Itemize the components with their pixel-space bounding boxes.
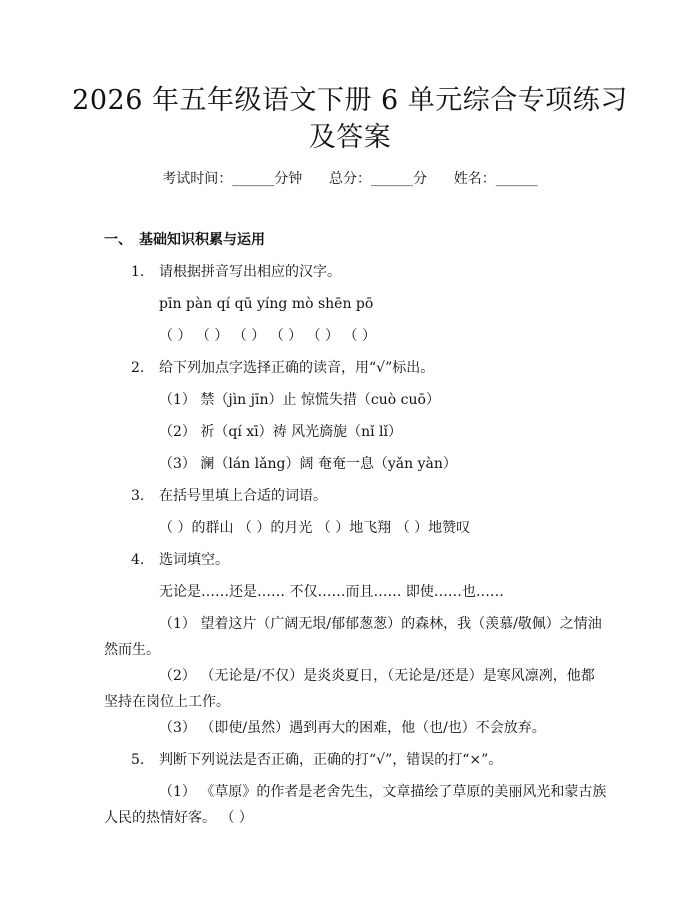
sub-item: （2） 祈（qí xī）祷 风光旖旎（nǐ lǐ） — [159, 424, 402, 440]
word-options: 无论是……还是…… 不仅……而且…… 即使……也…… — [159, 584, 504, 600]
question-text: 请根据拼音写出相应的汉字。 — [159, 264, 341, 280]
question-number: 5. — [131, 752, 145, 768]
question-number: 2. — [131, 360, 145, 376]
question-number: 4. — [131, 552, 145, 568]
sub-item-continued: 然而生。 — [104, 642, 160, 658]
sub-item: （1） 《草原》的作者是老舍先生，文章描绘了草原的美丽风光和蒙古族 — [159, 784, 607, 800]
sub-item: （2） （无论是/不仅）是炎炎夏日，（无论是/还是）是寒风凛冽，他都 — [159, 668, 595, 684]
pinyin-line: pīn pàn qí qū yíng mò shēn pō — [159, 296, 374, 312]
question-text: 选词填空。 — [159, 552, 229, 568]
sub-item-continued: 人民的热情好客。 （ ） — [104, 810, 253, 826]
document-title-line-1: 2026 年五年级语文下册 6 单元综合专项练习 — [72, 85, 628, 116]
sub-item-continued: 坚持在岗位上工作。 — [104, 694, 230, 710]
document-title-line-2: 及答案 — [308, 122, 392, 153]
question-text: 判断下列说法是否正确，正确的打“√”，错误的打“×”。 — [159, 752, 503, 768]
question-number: 1. — [131, 264, 145, 280]
question-text: 给下列加点字选择正确的读音，用“√”标出。 — [159, 360, 435, 376]
exam-meta-line: 考试时间：______分钟 总分：______分 姓名：______ — [162, 171, 538, 187]
sub-item: （1） 禁（jìn jīn）止 惊慌失措（cuò cuō） — [159, 392, 440, 408]
question-number: 3. — [131, 488, 145, 504]
answer-blanks: （ ） （ ） （ ） （ ） （ ） （ ） — [159, 328, 376, 344]
answer-blanks: （ ）的群山 （ ）的月光 （ ）地飞翔 （ ）地赞叹 — [159, 520, 471, 536]
sub-item: （3） 澜（lán lǎng）阔 奄奄一息（yǎn yàn） — [159, 456, 457, 472]
section-title: 基础知识积累与运用 — [139, 232, 265, 248]
sub-item: （3） （即使/虽然）遇到再大的困难，他（也/也）不会放弃。 — [159, 720, 546, 736]
section-number: 一、 — [104, 232, 132, 248]
sub-item: （1） 望着这片（广阔无垠/郁郁葱葱）的森林，我（羡慕/敬佩）之情油 — [159, 616, 602, 632]
question-text: 在括号里填上合适的词语。 — [159, 488, 327, 504]
